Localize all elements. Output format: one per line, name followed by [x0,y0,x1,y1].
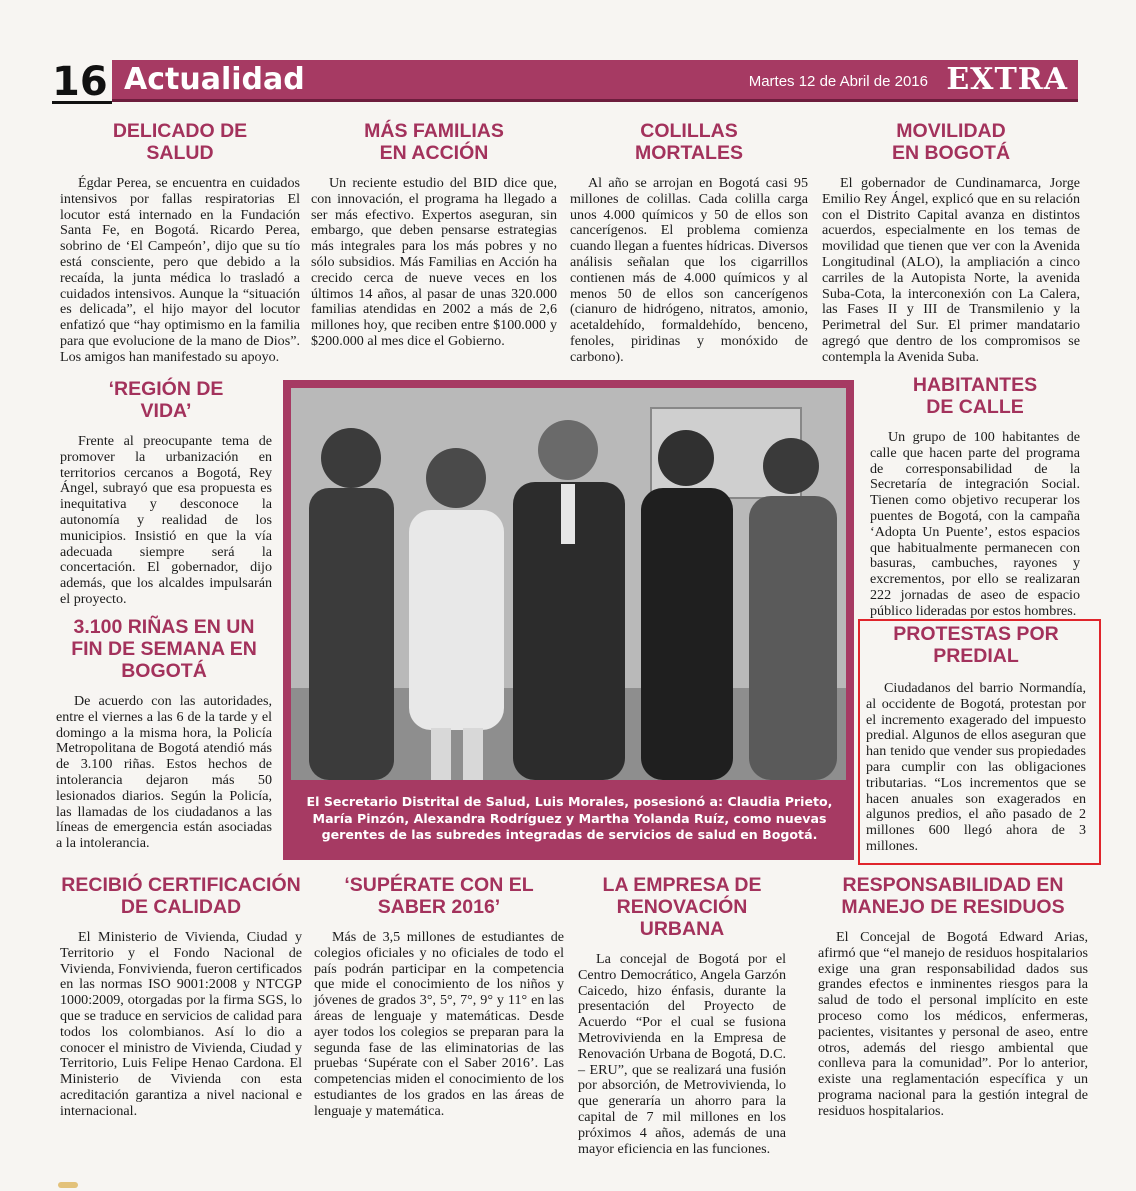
article-body: De acuerdo con las autoridades, entre el viernes a las 6 de la tarde y el domingo a la misma hora, la Policía Metropolitana de Bogotá atendió más de 3.100 riñas. Estos hechos de intolerancia dejaron más 50 lesionados diarios. Según la Policía, las llamadas de los ciudadanos a las líneas de emergencia están asociadas a la intolerancia. [56,693,272,852]
page-number: 16 [52,60,112,104]
article-title: PROTESTAS POR PREDIAL [893,623,1059,667]
article-body: El gobernador de Cundinamarca, Jorge Emilio Rey Ángel, explicó que en su relación con el Distrito Capital avanza en distintos acuerdos, especialmente en los temas de movilidad que tienen que ver con la Avenida Longitudinal (ALO), la ampliación a cinco carriles de la Autopista Norte, la avenida Suba-Cota, la interconexión con La Calera, las Fases II y III de Transmilenio y la Perimetral del Sur. El primer mandatario agregó que dentro de los compromisos se contempla la Avenida Suba. [822,175,1080,365]
article-movilidad [822,120,1080,366]
article-body: La concejal de Bogotá por el Centro Democrático, Angela Garzón Caicedo, hizo énfasis, durante la presentación del Proyecto de Acuerdo “Por el cual se fusiona Metrovivienda en la Empresa de Renovación Urbana de Bogotá, D.C. – ERU”, que se realizará una fusión por absorción, de Metrovivienda, lo que generaría un ahorro para la capital de 7 mil millones en los próximos 4 años, además de una mayor eficiencia en las funciones. [578,951,786,1157]
article-body: El Concejal de Bogotá Edward Arias, afirmó que “el manejo de residuos hospitalarios exige una gran responsabilidad dados sus grandes efectos e inminentes riesgos para la salud de todo el personal implícito en este proceso como los médicos, enfermeras, pacientes, visitantes y personal de aseo, entre otros, además del riesgo ambiental que conlleva para la comunidad”. Por lo anterior, existe una reglamentación específica y un programa nacional para la gestión integral de residuos hospitalarios. [818,929,1088,1119]
article-renovacion [578,874,786,1157]
article-title: 3.100 RIÑAS EN UN FIN DE SEMANA EN BOGOTÁ [71,616,257,682]
article-habitantes [870,374,1080,620]
article-certificacion [60,874,302,1120]
article-title: RESPONSABILIDAD EN MANEJO DE RESIDUOS [841,874,1065,918]
article-title: ‘REGIÓN DE VIDA’ [108,378,224,422]
article-rinas [56,616,272,852]
section-title: Actualidad [124,62,305,97]
article-body: Un grupo de 100 habitantes de calle que hacen parte del programa de corresponsabilidad de la Secretaría de integración Social. Tienen como objetivo recuperar los puentes de Bogotá, con la campaña ‘Adopta Un Puente’, estos espacios que habitualmente permanecen con basuras, cambuches, rayones y excrementos, por ello se realizaran 222 jornadas de aseo de espacio público lideradas por estos hombres. [870,429,1080,619]
photo-frame [283,380,854,860]
article-body: Más de 3,5 millones de estudiantes de colegios oficiales y no oficiales de todo el país podrán participar en la competencia que mide el conocimiento de los niños y jóvenes de grados 3°, 5°, 7°, 9° y 11° en las áreas de lenguaje y matemáticas. Desde ayer todos los colegios se preparan para la segunda fase de las eliminatorias de las pruebas ‘Supérate con el Saber 2016’. Las competencias miden el conocimiento de los estudiantes de los grados en las áreas de lenguaje y matemática. [314,929,564,1119]
issue-date: Martes 12 de Abril de 2016 [748,73,928,90]
article-title: RECIBIÓ CERTIFICACIÓN DE CALIDAD [61,874,301,918]
article-body: Al año se arrojan en Bogotá casi 95 millones de colillas. Cada colilla carga unos 4.000 químicos y 50 de ellos son cancerígenos. El problema comienza cuando llegan a fuentes hídricas. Diversos análisis señalan que los cigarrillos contienen más de 4.000 químicos y al menos 50 de ellos son cancerígenos (cianuro de hidrógeno, nitratos, amonio, acetaldehído, formaldehído, benceno, fenoles, piridinas y monóxido de carbono). [570,175,808,365]
article-body: Un reciente estudio del BID dice que, con innovación, el programa ha llegado a ser más efectivo. Expertos aseguran, sin embargo, que deben pensarse estrategias más integrales para los más pobres y no sólo subsidios. Más Familias en Acción ha crecido cerca de nueve veces en los últimos 14 años, al pasar de unas 320.000 familias atendidas en 2002 a más de 2,6 millones hoy, que reciben entre $100.000 y $200.000 al mes dice el Gobierno. [311,175,557,349]
article-familias [311,120,557,350]
article-title: HABITANTES DE CALLE [912,374,1038,418]
brand-logo: EXTRA [946,62,1068,97]
print-mark [58,1182,78,1188]
article-title: DELICADO DE SALUD [112,120,248,164]
section-bar [112,60,1078,102]
group-photo [291,388,846,780]
article-delicado [60,120,300,366]
article-colillas [570,120,808,366]
article-title: MÁS FAMILIAS EN ACCIÓN [364,120,504,164]
article-title: MOVILIDAD EN BOGOTÁ [891,120,1011,164]
article-protestas [866,623,1086,855]
article-region [60,378,272,608]
group-photo-illustration [291,388,846,780]
photo-caption: El Secretario Distrital de Salud, Luis Morales, posesionó a: Claudia Prieto, María Pinzón, Alexandra Rodríguez y Martha Yolanda Ruíz, como nuevas gerentes de las subredes integradas de servicios de salud en Bogotá. [306,794,833,842]
article-title: COLILLAS MORTALES [635,120,743,164]
article-saber [314,874,564,1120]
article-title: LA EMPRESA DE RENOVACIÓN URBANA [602,874,762,940]
article-body: Égdar Perea, se encuentra en cuidados intensivos por fallas respiratorias El locutor está internado en la Fundación Santa Fe, en Bogotá. Ricardo Perea, sobrino de ‘El Campeón’, dijo que su tío está consciente, pero que debido a la recaída, la junta médica lo trasladó a cuidados intensivos. Aunque la “situación es delicada”, el hijo mayor del locutor enfatizó que “hay optimismo en la familia para que evolucione de la mano de Dios”. Los amigos han manifestado su apoyo. [60,175,300,365]
article-body: Ciudadanos del barrio Normandía, al occidente de Bogotá, protestan por el incremento exagerado del impuesto predial. Algunos de ellos aseguran que han tenido que vender sus propiedades para cumplir con las obligaciones tributarias. “Los incrementos que se hacen anuales son exagerados en algunos predios, el año pasado de 2 millones 600 llegó ahora de 3 millones. [866,680,1086,854]
article-body: Frente al preocupante tema de promover la urbanización en territorios cercanos a Bogotá, Rey Ángel, subrayó que esa propuesta es inequitativa y desconoce la autonomía y realidad de los municipios. Insistió en que la vía adecuada siempre será la concertación. El gobernador, dijo además, que los alcaldes impulsarán el proyecto. [60,433,272,607]
article-title: ‘SUPÉRATE CON EL SABER 2016’ [344,874,534,918]
article-residuos [818,874,1088,1120]
article-body: El Ministerio de Vivienda, Ciudad y Territorio y el Fondo Nacional de Vivienda, Fonvivienda, fueron certificados en las normas ISO 9001:2008 y NTCGP 1000:2009, otorgadas por la firma SGS, lo que se traduce en servicios de calidad para todos los colombianos. Así lo dio a conocer el ministro de Vivienda, Ciudad y Territorio, Luis Felipe Henao Cardona. El Ministerio de Vivienda con esta acreditación garantiza a nivel nacional e internacional. [60,929,302,1119]
